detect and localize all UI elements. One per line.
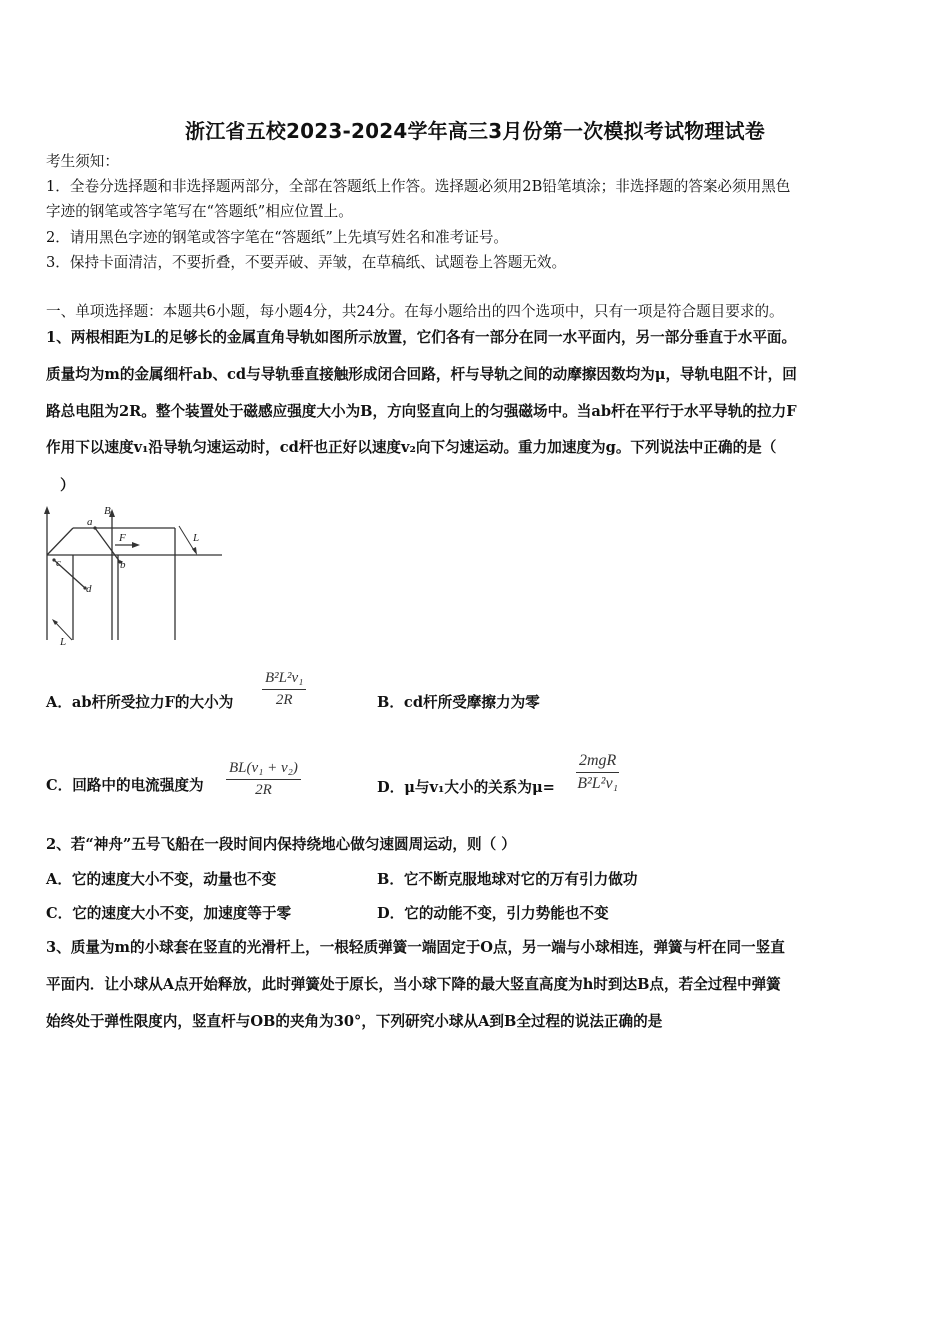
label-d: d	[86, 583, 92, 595]
fraction-denominator: 2R	[275, 692, 293, 708]
label-L-bottom: L	[60, 636, 67, 648]
q1-line-2: 质量均为m的金属细杆ab、cd与导轨垂直接触形成闭合回路，杆与导轨之间的动摩擦因数均为μ，导轨电阻不计，回	[46, 366, 797, 383]
q1-option-a: A．ab杆所受拉力F的大小为	[46, 694, 234, 711]
q3-line-1: 3、质量为m的小球套在竖直的光滑杆上，一根轻质弹簧一端固定于O点，另一端与小球相连，弹簧与杆在同一竖直	[46, 939, 785, 956]
q1-option-b: B．cd杆所受摩擦力为零	[377, 694, 540, 711]
label-a: a	[87, 516, 93, 528]
notice-item-1-cont: 字迹的钢笔或答字笔写在“答题纸”相应位置上。	[46, 203, 353, 220]
q3-line-3: 始终处于弹性限度内，竖直杆与OB的夹角为30°，下列研究小球从A到B全过程的说法正确的是	[46, 1013, 663, 1030]
q1-option-d: D．μ与v₁大小的关系为μ=	[377, 779, 555, 796]
label-B: B	[104, 505, 111, 517]
q2-option-d: D．它的动能不变，引力势能也不变	[377, 905, 609, 922]
label-c: c	[56, 557, 61, 569]
fraction-numerator: BL(v₁ + v₂)	[226, 760, 301, 780]
notice-item-1: 1．全卷分选择题和非选择题两部分，全部在答题纸上作答。选择题必须用2B铅笔填涂；非选择题的答案必须用黑色	[46, 178, 791, 195]
notice-heading: 考生须知：	[46, 153, 119, 170]
q1-option-a-fraction	[262, 670, 306, 709]
fraction-denominator: 2R	[255, 782, 272, 798]
q1-line-3: 路总电阻为2R。整个装置处于磁感应强度大小为B，方向竖直向上的匀强磁场中。当ab杆在平行于水平导轨的拉力F	[46, 403, 797, 420]
fraction-numerator: B²L²v₁	[262, 670, 306, 690]
page-title: 浙江省五校2023-2024学年高三3月份第一次模拟考试物理试卷	[185, 119, 765, 143]
q1-rail-diagram	[40, 500, 230, 655]
notice-item-3: 3．保持卡面清洁，不要折叠，不要弄破、弄皱，在草稿纸、试题卷上答题无效。	[46, 254, 567, 271]
label-F: F	[119, 532, 126, 544]
q1-line-4: 作用下以速度v₁沿导轨匀速运动时，cd杆也正好以速度v₂向下匀速运动。重力加速度为g。下列说法中正确的是（	[46, 439, 777, 456]
fraction-denominator: B²L²v₁	[577, 775, 619, 792]
section-heading: 一、单项选择题：本题共6小题，每小题4分，共24分。在每小题给出的四个选项中，只有一项是符合题目要求的。	[46, 303, 784, 320]
label-b: b	[120, 559, 126, 571]
label-L-right: L	[193, 532, 200, 544]
notice-item-2: 2．请用黑色字迹的钢笔或答字笔在“答题纸”上先填写姓名和准考证号。	[46, 229, 509, 246]
q3-line-2: 平面内．让小球从A点开始释放，此时弹簧处于原长，当小球下降的最大竖直高度为h时到达B点，若全过程中弹簧	[46, 976, 781, 993]
q2-option-c: C．它的速度大小不变，加速度等于零	[46, 905, 292, 922]
fraction-numerator: 2mgR	[576, 752, 619, 773]
q2-option-b: B．它不断克服地球对它的万有引力做功	[377, 871, 638, 888]
q2-option-a: A．它的速度大小不变，动量也不变	[46, 871, 277, 888]
q1-option-c: C．回路中的电流强度为	[46, 777, 204, 794]
q1-line-5: ）	[60, 477, 75, 494]
q1-line-1: 1、两根相距为L的足够长的金属直角导轨如图所示放置，它们各有一部分在同一水平面内，另一部分垂直于水平面。	[46, 329, 797, 346]
q1-option-c-fraction	[226, 760, 301, 799]
q2-stem: 2、若“神舟”五号飞船在一段时间内保持绕地心做匀速圆周运动，则（ ）	[46, 836, 516, 853]
q1-option-d-fraction	[576, 752, 619, 793]
